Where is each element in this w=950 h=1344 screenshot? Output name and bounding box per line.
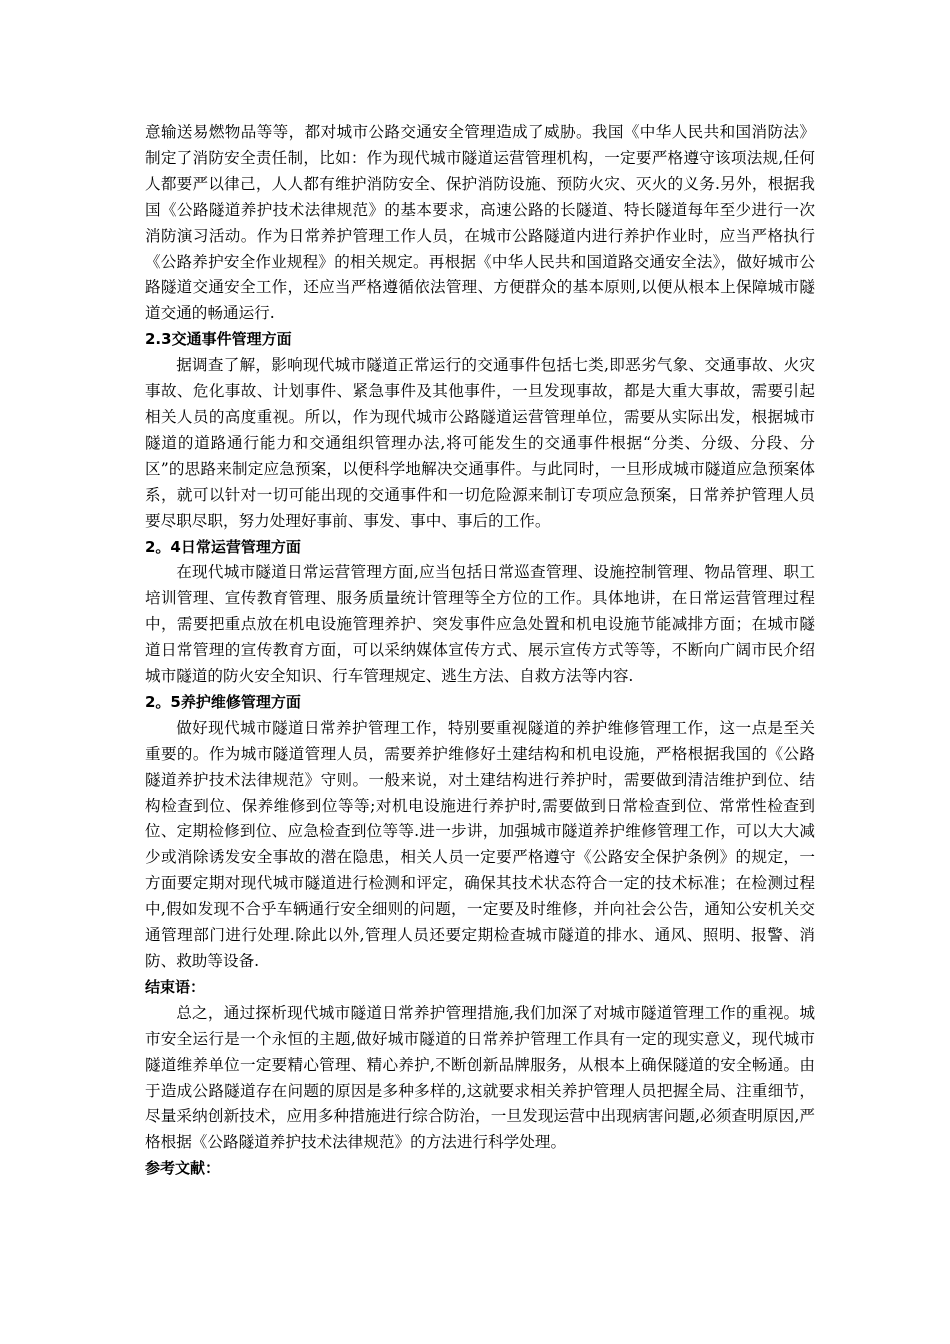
paragraph-daily-operation: 在现代城市隧道日常运营管理方面,应当包括日常巡查管理、设施控制管理、物品管理、职工培训管理、宣传教育管理、服务质量统计管理等全方位的工作。具体地讲，在日常运营管理过程中，需要把重点放在机电设施管理养护、突发事件应急处置和机电设施节能减排方面；在城市隧道日常管理的宣传教育方面，可以采纳媒体宣传方式、展示宣传方式等等，不断向广阔市民介绍城市隧道的防火安全知识、行车管理规定、逃生方法、自救方法等内容. — [145, 563, 815, 686]
paragraph-maintenance: 做好现代城市隧道日常养护管理工作，特别要重视隧道的养护维修管理工作，这一点是至关重要的。作为城市隧道管理人员，需要养护维修好土建结构和机电设施，严格根据我国的《公路隧道养护技术法律规范》守则。一般来说，对土建结构进行养护时，需要做到清洁维护到位、结构检查到位、保养维修到位等等;对机电设施进行养护时,需要做到日常检查到位、常常性检查到位、定期检修到位、应急检查到位等等.进一步讲，加强城市隧道养护维修管理工作，可以大大减少或消除诱发安全事故的潜在隐患，相关人员一定要严格遵守《公路安全保护条例》的规定，一方面要定期对现代城市隧道进行检测和评定，确保其技术状态符合一定的技术标准；在检测过程中,假如发现不合乎车辆通行安全细则的问题，一定要及时维修，并向社会公告，通知公安机关交通管理部门进行处理.除此以外,管理人员还要定期检查城市隧道的排水、通风、照明、报警、消防、救助等设备. — [145, 718, 815, 970]
paragraph-fire-safety: 意输送易燃物品等等，都对城市公路交通安全管理造成了威胁。我国《中华人民共和国消防法》制定了消防安全责任制，比如：作为现代城市隧道运营管理机构，一定要严格遵守该项法规,任何人都要严以律己，人人都有维护消防安全、保护消防设施、预防火灾、灭火的义务.另外，根据我国《公路隧道养护技术法律规范》的基本要求，高速公路的长隧道、特长隧道每年至少进行一次消防演习活动。作为日常养护管理工作人员，在城市公路隧道内进行养护作业时，应当严格执行《公路养护安全作业规程》的相关规定。再根据《中华人民共和国道路交通安全法》，做好城市公路隧道交通安全工作，还应当严格遵循依法管理、方便群众的基本原则,以便从根本上保障城市隧道交通的畅通运行. — [145, 123, 815, 323]
paragraph-traffic-events: 据调查了解，影响现代城市隧道正常运行的交通事件包括七类,即恶劣气象、交通事故、火灾事故、危化事故、计划事件、紧急事件及其他事件，一旦发现事故，都是大重大事故，需要引起相关人员的高度重视。所以，作为现代城市公路隧道运营管理单位，需要从实际出发，根据城市隧道的道路通行能力和交通组织管理办法,将可能发生的交通事件根据“分类、分级、分段、分区”的思路来制定应急预案，以便科学地解决交通事件。与此同时，一旦形成城市隧道应急预案体系，就可以针对一切可能出现的交通事件和一切危险源来制订专项应急预案，日常养护管理人员要尽职尽职，努力处理好事前、事发、事中、事后的工作。 — [145, 356, 815, 530]
conclusion-heading: 结束语： — [145, 977, 206, 996]
section-heading-2-3: 2.3交通事件管理方面 — [145, 330, 292, 349]
section-heading-2-5: 2。5养护维修管理方面 — [145, 692, 301, 711]
paragraph-conclusion: 总之，通过探析现代城市隧道日常养护管理措施,我们加深了对城市隧道管理工作的重视。城市安全运行是一个永恒的主题,做好城市隧道的日常养护管理工作具有一定的现实意义，现代城市隧道维养单位一定要精心管理、精心养护,不断创新品牌服务，从根本上确保隧道的安全畅通。由于造成公路隧道存在问题的原因是多种多样的,这就要求相关养护管理人员把握全局、注重细节，尽量采纳创新技术，应用多种措施进行综合防治，一旦发现运营中出现病害问题,必须查明原因,严格根据《公路隧道养护技术法律规范》的方法进行科学处理。 — [145, 1003, 815, 1152]
references-heading: 参考文献： — [145, 1159, 221, 1178]
section-heading-2-4: 2。4日常运营管理方面 — [145, 537, 301, 556]
document-page — [145, 120, 815, 1182]
